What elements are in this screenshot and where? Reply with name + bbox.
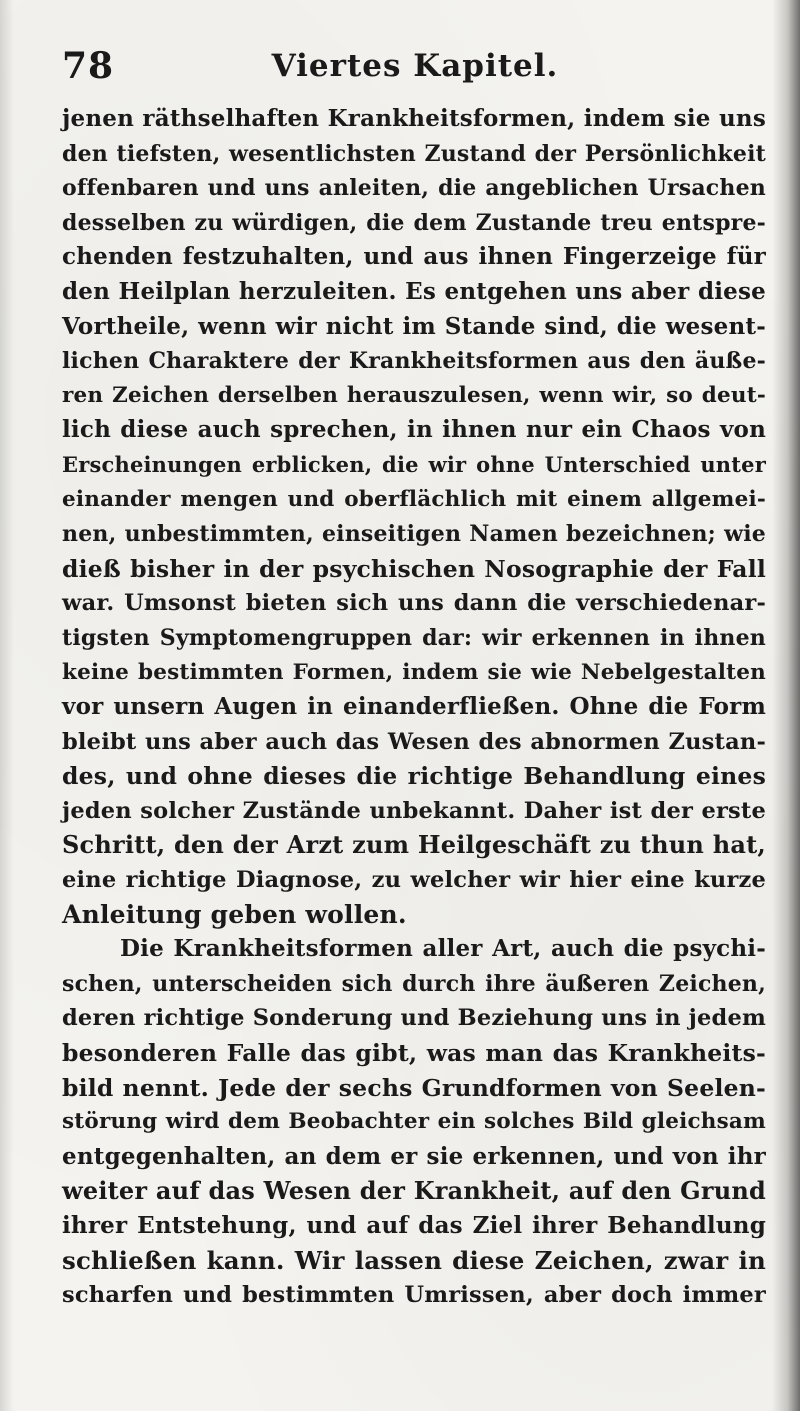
text-line: lichen Charaktere der Krankheitsformen aus den äuße-: [62, 348, 766, 375]
text-line: des, und ohne dieses die richtige Behandlung eines: [62, 762, 766, 791]
text-line: jenen räthselhaften Krankheitsformen, indem sie uns: [62, 105, 766, 132]
paragraph-last-line: Anleitung geben wollen.: [62, 899, 407, 929]
page-number: 78: [62, 45, 115, 87]
text-line: weiter auf das Wesen der Krankheit, auf den Grund: [62, 1176, 766, 1206]
text-line: Erscheinungen erblicken, die wir ohne Unterschied unter: [62, 451, 766, 477]
text-line: einander mengen und oberflächlich mit einem allgemei-: [62, 486, 766, 512]
text-line: war. Umsonst bieten sich uns dann die verschiedenar-: [62, 590, 766, 617]
text-line: entgegenhalten, an dem er sie erkennen, und von ihr: [62, 1142, 766, 1170]
text-line: Vortheile, wenn wir nicht im Stande sind, die wesent-: [62, 312, 766, 340]
text-line: besonderen Falle das gibt, was man das Krankheits-: [62, 1039, 766, 1068]
text-line: bleibt uns aber auch das Wesen des abnormen Zustan-: [62, 728, 766, 755]
text-line: Schritt, den der Arzt zum Heilgeschäft zu thun hat,: [62, 830, 766, 860]
text-line: störung wird dem Beobachter ein solches Bild gleichsam: [62, 1109, 766, 1135]
running-head: [62, 42, 768, 90]
text-line: ren Zeichen derselben herauszulesen, wenn wir, so deut-: [62, 382, 766, 408]
text-line: den Heilplan herzuleiten. Es entgehen uns aber diese: [62, 277, 766, 305]
text-line: lich diese auch sprechen, in ihnen nur ein Chaos von: [62, 416, 766, 444]
text-line: keine bestimmten Formen, indem sie wie Nebelgestalten: [62, 659, 766, 685]
text-line: bild nennt. Jede der sechs Grundformen von Seelen-: [62, 1073, 766, 1102]
text-line: schließen kann. Wir lassen diese Zeichen, zwar in: [62, 1245, 766, 1275]
text-line: offenbaren und uns anleiten, die angeblichen Ursachen: [62, 175, 766, 202]
text-line: deren richtige Sonderung und Beziehung uns in jedem: [62, 1005, 766, 1032]
text-line: den tiefsten, wesentlichsten Zustand der Persönlichkeit: [62, 140, 766, 167]
text-line: ihrer Entstehung, und auf das Ziel ihrer Behandlung: [62, 1212, 766, 1239]
text-line: tigsten Symptomengruppen dar: wir erkennen in ihnen: [62, 624, 766, 651]
chapter-title: Viertes Kapitel.: [271, 48, 559, 84]
text-line: eine richtige Diagnose, zu welcher wir hier eine kurze: [62, 867, 766, 894]
text-line: scharfen und bestimmten Umrissen, aber doch immer: [62, 1282, 766, 1309]
text-line: desselben zu würdigen, die dem Zustande treu entspre-: [62, 209, 766, 236]
text-line: chenden festzuhalten, und aus ihnen Fingerzeige für: [62, 243, 766, 271]
text-line: jeden solcher Zustände unbekannt. Daher ist der erste: [62, 797, 766, 824]
page-gutter-shadow: [0, 0, 14, 1411]
text-line: dieß bisher in der psychischen Nosographie der Fall: [62, 554, 766, 583]
text-line: vor unsern Augen in einanderfließen. Ohne die Form: [62, 693, 766, 721]
body-text: [62, 102, 766, 1313]
text-line: nen, unbestimmten, einseitigen Namen bezeichnen; wie: [62, 521, 766, 548]
paragraph-first-line: Die Krankheitsformen aller Art, auch die psychi-: [120, 935, 766, 963]
text-line: schen, unterscheiden sich durch ihre äußeren Zeichen,: [62, 970, 766, 997]
page-edge-shadow: [772, 0, 800, 1411]
